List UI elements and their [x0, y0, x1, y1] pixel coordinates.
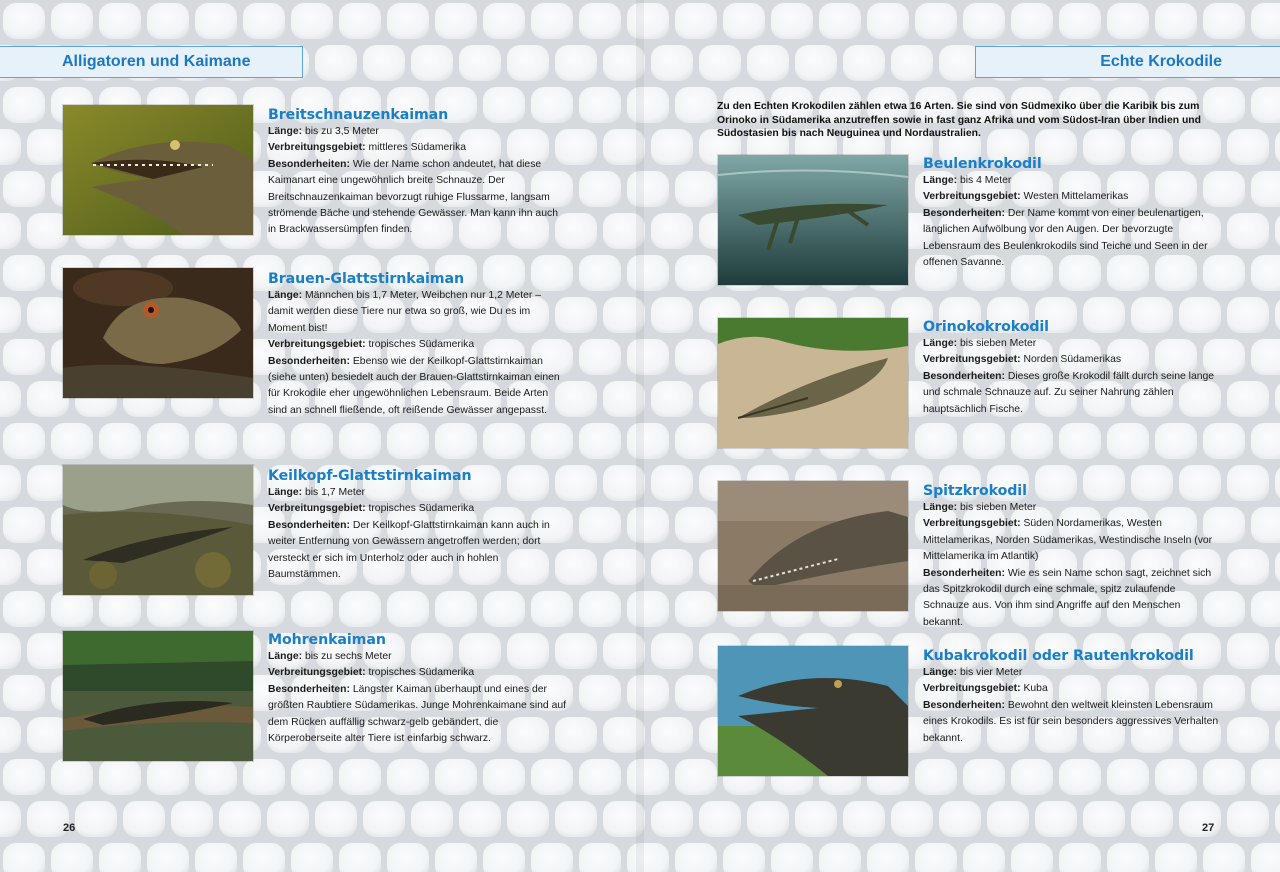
caiman-head-photo — [63, 105, 253, 235]
page-number: 27 — [1202, 822, 1215, 834]
notes-value: Bewohnt den weltweit kleinsten Lebensraum eines Krokodils. Es ist für sein besonders aggressives Verhalten bekannt. — [923, 699, 1219, 744]
species-name: Beulenkrokodil — [923, 156, 1042, 172]
range-value: tropisches Südamerika — [365, 339, 475, 351]
intro-paragraph: Zu den Echten Krokodilen zählen etwa 16 Arten. Sie sind von Südmexiko über die Karibik bis zum Orinoko in Südamerika anzutreffen sowie in fast ganz Afrika und vom Südost-Iran über Indien und Südostasien bis nach Neuguinea und Nordaustralien. — [717, 101, 1201, 139]
crocodile-on-sand-photo — [718, 318, 908, 448]
notes-value: Dieses große Krokodil fällt durch seine lange und schmale Schnauze auf. Zu seiner Nahrung zählen hauptsächlich Fische. — [923, 370, 1215, 415]
caiman-head-photo — [63, 268, 253, 398]
species-name: Breitschnauzenkaiman — [268, 107, 449, 123]
species-name: Kubakrokodil oder Rautenkrokodil — [923, 648, 1194, 664]
length-value: bis sieben Meter — [957, 502, 1037, 513]
page-number: 26 — [63, 822, 76, 834]
section-title-alligators: Alligatoren und Kaimane — [0, 46, 303, 78]
right-page: Echte Krokodile Zu den Echten Krokodilen zählen etwa 16 Arten. Sie sind von Südmexiko über die Karibik bis zum Orinoko in Südamerika anzutreffen sowie in fast ganz Afrika und vom Südost-Iran über Indien und Südostasien bis nach Neuguinea und Nordaustralien. Beulenkrokodil Länge: bis 4 Meter Verbreitungsgebiet: Westen Mittelamerikas Besonderheiten: Der Name kommt von einer beulenartigen, länglichen Aufwölbung vor den Augen. Der bevorzugte Lebensraum des Beulenkrokodils sind Teiche und Seen in der offenen Savanne. Orinokokrokodil Länge: bis sieben Meter Verbreitungsgebiet: Norden Südamerikas Besonderheiten: Dieses große Krokodil fällt durch seine lange und schmale Schnauze auf. Zu seiner Nahrung zählen hauptsächlich Fische. Spitzkrokodil Länge: bis sieben Meter Verbreitungsgebiet: Süden Nordamerikas, Westen Mittelamerikas, Norden Südamerikas, Westindische Inseln (vor Mittelamerika im Atlantik) Besonderheiten: Wie es sein Name schon sagt, zeichnet sich das Spitzkrokodil durch eine schmale, spitz zulaufende Schnauze aus. Von ihm sind Angriffe auf den Menschen bekannt. Kubakrokodil oder Rautenkrokodil Länge: bis vier Meter Verbreitungsgebiet: Kuba Besonderheiten: Bewohnt den weltweit kleinsten Lebensraum eines Krokodils. Es ist für sein besonders aggressives Verhalten bekannt. 27 — [640, 0, 1280, 872]
caiman-on-rocks-photo — [63, 465, 253, 595]
species-name: Orinokokrokodil — [923, 319, 1049, 335]
range-value: Westen Mittelamerikas — [1020, 191, 1129, 203]
notes-value: Der Keilkopf-Glattstirnkaiman kann auch in weiter Entfernung von Gewässern angetroffen werden; dort versteckt er sich im Unterholz oder auch in hohlen Baumstämmen. — [268, 519, 550, 581]
range-value: Norden Südamerikas — [1020, 354, 1122, 366]
range-value: Kuba — [1020, 683, 1048, 695]
length-value: bis zu 3,5 Meter — [302, 126, 379, 137]
range-value: tropisches Südamerika — [365, 503, 475, 515]
species-name: Brauen-Glattstirnkaiman — [268, 271, 464, 287]
length-value: bis vier Meter — [957, 667, 1023, 678]
notes-value: Der Name kommt von einer beulenartigen, länglichen Aufwölbung vor den Augen. Der bevorzugte Lebensraum des Beulenkrokodils sind Teiche und Seen in der offenen Savanne. — [923, 207, 1208, 269]
notes-value: Wie der Name schon andeutet, hat diese Kaimanart eine ungewöhnlich breite Schnauze. Der Breitschnauzenkaiman bevorzugt ruhige Flussarme, langsam strömende Bäche und stehende Gewässer. Man kann ihn auch in Brackwassersümpfen finden. — [268, 158, 558, 236]
length-value: Männchen bis 1,7 Meter, Weibchen nur 1,2 Meter – damit werden diese Tiere nur etwa so groß, wie Du es im Moment bist! — [268, 290, 541, 334]
length-value: bis 4 Meter — [957, 175, 1012, 186]
length-value: bis zu sechs Meter — [302, 651, 392, 662]
caiman-on-log-photo — [63, 631, 253, 761]
species-name: Keilkopf-Glattstirnkaiman — [268, 468, 472, 484]
crocodile-head-photo — [718, 646, 908, 776]
left-page: Alligatoren und Kaimane Breitschnauzenkaiman Länge: bis zu 3,5 Meter Verbreitungsgebiet: mittleres Südamerika Besonderheiten: Wie der Name schon andeutet, hat diese Kaimanart eine ungewöhnlich breite Schnauze. Der Breitschnauzenkaiman bevorzugt ruhige Flussarme, langsam strömende Bäche und stehende Gewässer. Man kann ihn auch in Brackwassersümpfen finden. Brauen-Glattstirnkaiman Länge: Männchen bis 1,7 Meter, Weibchen nur 1,2 Meter – damit werden diese Tiere nur etwa so groß, wie Du es im Moment bist! Verbreitungsgebiet: tropisches Südamerika Besonderheiten: Ebenso wie der Keilkopf-Glattstirnkaiman (siehe unten) besiedelt auch der Brauen-Glattstirnkaiman einen für Krokodile eher ungewöhnlichen Lebensraum. Beide Arten sind an schnell fließende, oft reißende Gewässer angepasst. Keilkopf-Glattstirnkaiman Länge: bis 1,7 Meter Verbreitungsgebiet: tropisches Südamerika Besonderheiten: Der Keilkopf-Glattstirnkaiman kann auch in weiter Entfernung von Gewässern angetroffen werden; dort versteckt er sich im Unterholz oder auch in hohlen Baumstämmen. Mohrenkaiman Länge: bis zu sechs Meter Verbreitungsgebiet: tropisches Südamerika Besonderheiten: Längster Kaiman überhaupt und eines der größten Raubtiere Südamerikas. Junge Mohrenkaimane sind auf dem Rücken auffällig schwarz-gelb gebändert, die Körperoberseite alter Tiere ist einfarbig schwarz. 26 — [0, 0, 640, 872]
length-value: bis 1,7 Meter — [302, 487, 366, 498]
notes-value: Ebenso wie der Keilkopf-Glattstirnkaiman (siehe unten) besiedelt auch der Brauen-Glattstirnkaiman einen für Krokodile eher ungewöhnlichen Lebensraum. Beide Arten sind an schnell fließende, oft reißende Gewässer angepasst. — [268, 355, 560, 416]
length-value: bis sieben Meter — [957, 338, 1037, 349]
notes-value: Längster Kaiman überhaupt und eines der größten Raubtiere Südamerikas. Junge Mohrenkaimane sind auf dem Rücken auffällig schwarz-gelb gebändert, die Körperoberseite alter Tiere ist einfarbig schwarz. — [268, 683, 567, 745]
species-name: Mohrenkaiman — [268, 632, 386, 648]
species-name: Spitzkrokodil — [923, 483, 1027, 499]
notes-value: Wie es sein Name schon sagt, zeichnet sich das Spitzkrokodil durch eine schmale, spitz zulaufende Schnauze aus. Von ihm sind Angriffe auf den Menschen bekannt. — [923, 567, 1212, 628]
range-value: tropisches Südamerika — [365, 667, 475, 679]
crocodile-underwater-photo — [718, 155, 908, 285]
range-value: Süden Nordamerikas, Westen Mittelamerikas, Norden Südamerikas, Westindische Inseln (vor Mittelamerika im Atlantik) — [923, 518, 1213, 563]
crocodile-in-water-photo — [718, 481, 908, 611]
section-title-crocodiles: Echte Krokodile — [975, 46, 1280, 78]
range-value: mittleres Südamerika — [365, 142, 467, 154]
